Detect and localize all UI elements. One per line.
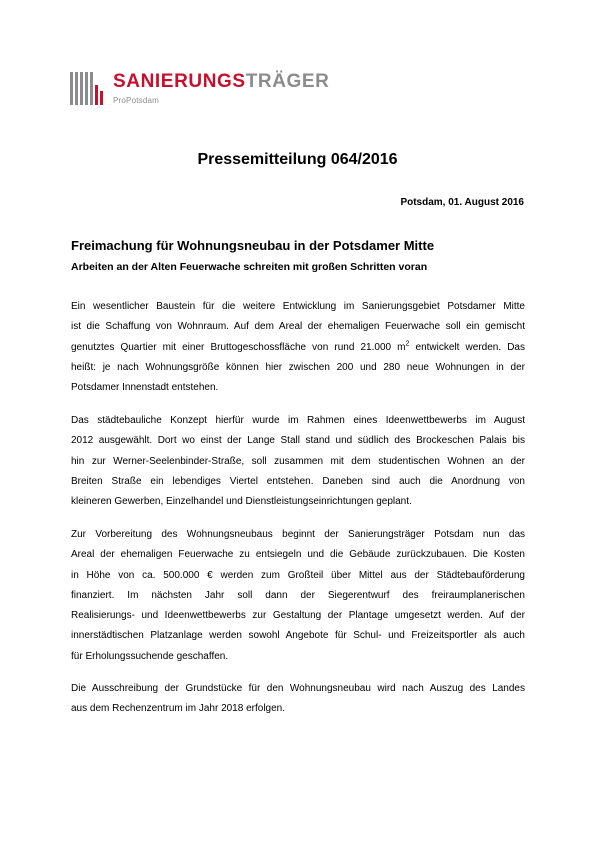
dateline: Potsdam, 01. August 2016 [400, 197, 524, 208]
paragraph-3 [71, 525, 525, 667]
paragraph-1 [71, 297, 525, 398]
page-title: Pressemitteilung 064/2016 [197, 151, 398, 168]
text-line: Zur Vorbereitung des Wohnungsneubaus beginnt der Sanierungsträger Potsdam nun das [71, 529, 525, 540]
text-segment: genutztes Quartier mit einer Bruttogeschossfläche von rund 21.000 m [71, 341, 406, 353]
text-line: finanziert. Im nächsten Jahr soll dann der Siegerentwurf des freiraumplanerischen [71, 589, 525, 601]
subject-heading: Freimachung für Wohnungsneubau in der Potsdamer Mitte [71, 238, 435, 253]
logo-title-red: SANIERUNGS [113, 71, 246, 92]
text-line: heißt: je nach Wohnungsgröße können hier zwischen 200 und 280 neue Wohnungen in der [71, 361, 525, 373]
text-line: ist die Schaffung von Wohnraum. Auf dem Areal der ehemaligen Feuerwache soll ein gemischt [71, 321, 525, 333]
text-line: Areal der ehemaligen Feuerwache zu entsiegeln und die Gebäude zurückzubauen. Die Kosten [71, 549, 525, 561]
text-line: Breiten Straße ein lebendiges Viertel entstehen. Daneben sind auch die Anordnung von [71, 475, 525, 487]
text-line: in Höhe von ca. 500.000 € werden zum Großteil über Mittel aus der Städtebauförderung [71, 569, 525, 581]
text-line: Realisierungs- und Ideenwettbewerbs zur Gestaltung der Plantage umgesetzt werden. Auf der [71, 610, 525, 622]
building-bars-icon [70, 72, 104, 105]
superscript: 2 [405, 340, 410, 348]
logo-title-gray: TRÄGER [245, 71, 330, 92]
text-line: Das städtebauliche Konzept hierfür wurde im Rahmen eines Ideenwettbewerbs im August [71, 415, 525, 426]
text-line: 2012 ausgewählt. Dort wo einst der Lange Stall stand und südlich des Brockeschen Palais bis [71, 435, 525, 447]
text-line: Potsdamer Innenstadt entstehen. [71, 382, 219, 394]
text-line: Ein wesentlicher Baustein für die weitere Entwicklung im Sanierungsgebiet Potsdamer Mitte [71, 301, 525, 312]
paragraph-4 [71, 679, 525, 720]
paragraph-2 [71, 411, 525, 512]
sanierungstraeger-logo [70, 72, 340, 106]
text-line: hin zur Werner-Seelenbinder-Straße, soll zusammen mit dem studentischen Wohnen an der [71, 455, 525, 467]
text-line: aus dem Rechenzentrum im Jahr 2018 erfolgen. [71, 703, 286, 715]
text-line [71, 338, 525, 358]
logo-subtitle: ProPotsdam [113, 96, 160, 105]
text-line: kleineren Gewerben, Einzelhandel und Dienstleistungseinrichtungen geplant. [71, 496, 412, 508]
logo-title [113, 71, 330, 93]
text-segment: entwickelt werden. Das [415, 341, 525, 353]
text-line: für Erholungssuchende geschaffen. [71, 650, 229, 662]
text-line: Die Ausschreibung der Grundstücke für den Wohnungsneubau wird nach Auszug des Landes [71, 683, 525, 694]
subheading: Arbeiten an der Alten Feuerwache schreiten mit großen Schritten voran [71, 261, 428, 273]
text-line: innerstädtischen Platzanlage werden sowohl Angebote für Schul- und Freizeitsportler als auch [71, 630, 525, 642]
